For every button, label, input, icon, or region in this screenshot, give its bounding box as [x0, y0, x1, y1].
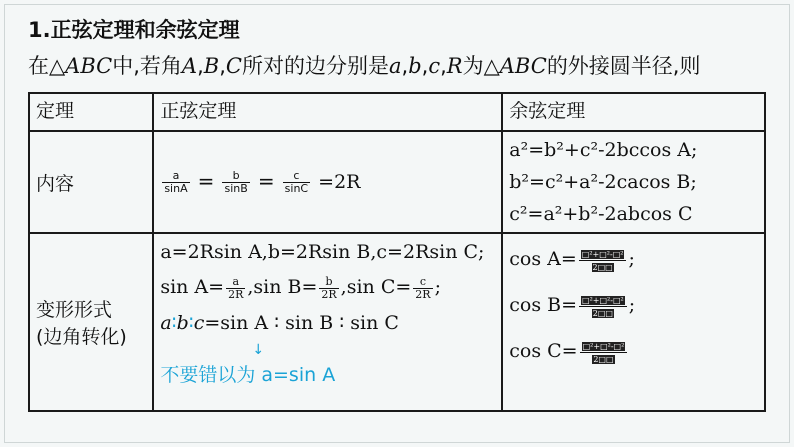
cos-c-formula: cos C= $\frac{\text{□²+□²-□²}}{2□□}$	[509, 328, 758, 374]
header-theorem: 定理	[29, 93, 153, 131]
transform-line-3: a∶b∶c=sin A ∶ sin B ∶ sin C	[160, 312, 399, 334]
sine-law-formula: $\frac{a}{\sin A}$ = $\frac{b}{\sin B}$ = $\frac{c}{\sin C}$ =2R	[153, 131, 502, 233]
transform-line-2: sin A= $\frac{a}{2R}$ ,sin B= $\frac{b}{2R}$ ,sin C= $\frac{c}{2R}$ ;	[160, 274, 441, 301]
transform-label: 变形形式 (边角转化)	[29, 233, 153, 411]
down-arrow-icon: ↓	[252, 342, 265, 358]
header-cosine-law: 余弦定理	[502, 93, 765, 131]
cosine-formula-b: b²=c²+a²-2cacos B;	[509, 171, 697, 193]
table-header-row	[29, 93, 765, 131]
theorem-table	[28, 92, 766, 412]
cosine-formula-a: a²=b²+c²-2bccos A;	[509, 139, 698, 161]
transform-row	[29, 233, 765, 411]
cos-b-formula: cos B= $\frac{\text{□²+□²-□²}}{2□□}$ ;	[509, 294, 636, 318]
fraction-c-sinC: $\frac{c}{\sin C}$	[284, 169, 309, 195]
cosine-law-formulas	[502, 131, 765, 233]
content-label: 内容	[29, 131, 153, 233]
intro-sentence: 在△ABC中,若角A,B,C所对的边分别是a,b,c,R为△ABC的外接圆半径,则	[28, 54, 701, 78]
misconception-note: 不要错以为 a=sin A	[160, 364, 336, 386]
cos-a-formula: cos A= $\frac{\text{□²+□²-□²}}{2□□}$ ;	[509, 248, 635, 272]
section-heading: 1.正弦定理和余弦定理	[28, 18, 240, 42]
transform-line-1: a=2Rsin A,b=2Rsin B,c=2Rsin C;	[160, 241, 485, 263]
cosine-law-transforms	[502, 233, 765, 411]
content-row	[29, 131, 765, 233]
fraction-b-sinB: $\frac{b}{\sin B}$	[224, 169, 248, 195]
sine-law-transforms	[153, 233, 502, 411]
fraction-a-sinA: $\frac{a}{\sin A}$	[164, 169, 188, 195]
header-sine-law: 正弦定理	[153, 93, 502, 131]
cosine-formula-c: c²=a²+b²-2abcos C	[509, 203, 693, 225]
